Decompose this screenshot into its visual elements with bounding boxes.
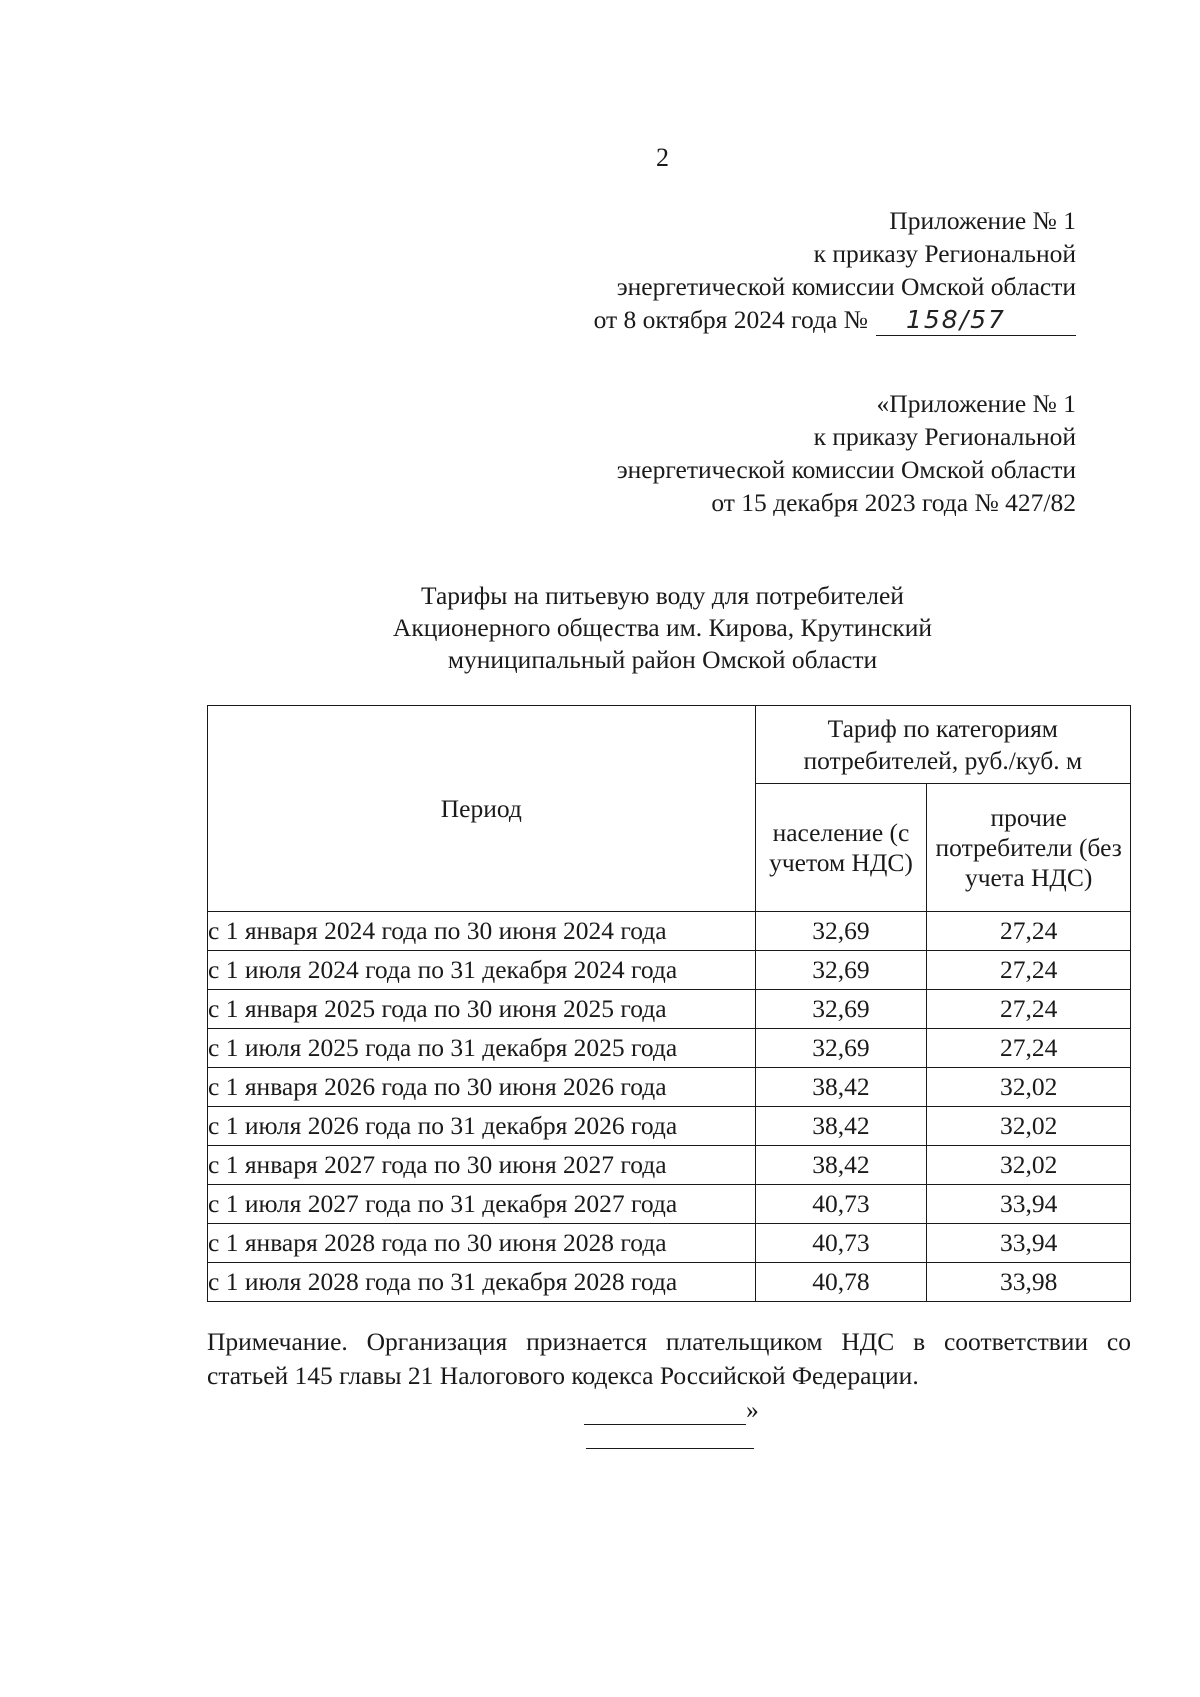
period-cell: с 1 июля 2025 года по 31 декабря 2025 года — [208, 1029, 756, 1068]
table-row — [208, 1107, 1131, 1146]
period-cell: с 1 января 2024 года по 30 июня 2024 года — [208, 912, 756, 951]
order-date-line — [594, 303, 1076, 336]
population-tariff-cell: 40,78 — [755, 1263, 927, 1302]
period-cell: с 1 июля 2028 года по 31 декабря 2028 года — [208, 1263, 756, 1302]
table-row — [208, 1068, 1131, 1107]
appendix-line: «Приложение № 1 — [876, 389, 1076, 418]
population-tariff-cell: 32,69 — [755, 951, 927, 990]
period-cell: с 1 июля 2027 года по 31 декабря 2027 года — [208, 1185, 756, 1224]
page-number: 2 — [656, 143, 669, 172]
appendix-line: к приказу Региональной — [813, 239, 1076, 268]
population-tariff-cell: 40,73 — [755, 1185, 927, 1224]
table-row — [208, 951, 1131, 990]
appendix-line: энергетической комиссии Омской области — [616, 272, 1076, 301]
period-cell: с 1 января 2027 года по 30 июня 2027 года — [208, 1146, 756, 1185]
appendix-line: энергетической комиссии Омской области — [616, 455, 1076, 484]
closing-rule — [584, 1396, 746, 1425]
population-tariff-cell: 32,69 — [755, 912, 927, 951]
table-row — [208, 990, 1131, 1029]
title-line: Акционерного общества им. Кирова, Крутинский — [392, 613, 933, 642]
title-line: муниципальный район Омской области — [447, 645, 878, 674]
population-tariff-cell: 32,69 — [755, 1029, 927, 1068]
appendix-line: от 15 декабря 2023 года № 427/82 — [711, 488, 1076, 517]
period-cell: с 1 июля 2024 года по 31 декабря 2024 года — [208, 951, 756, 990]
population-tariff-cell: 32,69 — [755, 990, 927, 1029]
period-cell: с 1 января 2026 года по 30 июня 2026 года — [208, 1068, 756, 1107]
closing-quote: » — [746, 1395, 759, 1424]
other-tariff-cell: 33,94 — [927, 1224, 1131, 1263]
handwritten-order-number: 158/57 — [876, 305, 1076, 336]
appendix-line: Приложение № 1 — [889, 206, 1076, 235]
other-tariff-cell: 27,24 — [927, 990, 1131, 1029]
table-row — [208, 1263, 1131, 1302]
other-tariff-cell: 32,02 — [927, 1107, 1131, 1146]
period-cell: с 1 июля 2026 года по 31 декабря 2026 года — [208, 1107, 756, 1146]
end-rule — [586, 1448, 754, 1449]
population-tariff-cell: 38,42 — [755, 1146, 927, 1185]
population-column-header: население (с учетом НДС) — [755, 784, 927, 912]
period-cell: с 1 января 2025 года по 30 июня 2025 года — [208, 990, 756, 1029]
other-tariff-cell: 33,98 — [927, 1263, 1131, 1302]
appendix-line: к приказу Региональной — [813, 422, 1076, 451]
appendix-header-new — [594, 204, 1076, 336]
other-tariff-cell: 27,24 — [927, 912, 1131, 951]
document-title — [200, 580, 1125, 676]
tariff-table — [207, 705, 1131, 1302]
other-tariff-cell: 27,24 — [927, 1029, 1131, 1068]
table-row — [208, 1185, 1131, 1224]
other-tariff-cell: 33,94 — [927, 1185, 1131, 1224]
table-row — [208, 912, 1131, 951]
other-tariff-cell: 32,02 — [927, 1146, 1131, 1185]
table-row — [208, 1224, 1131, 1263]
period-header: Период — [208, 706, 756, 912]
population-tariff-cell: 40,73 — [755, 1224, 927, 1263]
other-consumers-column-header: прочие потребители (без учета НДС) — [927, 784, 1131, 912]
title-line: Тарифы на питьевую воду для потребителей — [421, 581, 904, 610]
closing-mark — [584, 1395, 759, 1425]
appendix-header-old — [617, 387, 1076, 519]
table-row — [208, 1029, 1131, 1068]
tariff-group-header: Тариф по категориям потребителей, руб./куб. м — [755, 706, 1130, 784]
table-row — [208, 1146, 1131, 1185]
other-tariff-cell: 32,02 — [927, 1068, 1131, 1107]
note-paragraph: Примечание. Организация признается плательщиком НДС в соответствии со статьей 145 главы 21 Налогового кодекса Российской Федерации. — [207, 1327, 1131, 1390]
population-tariff-cell: 38,42 — [755, 1107, 927, 1146]
population-tariff-cell: 38,42 — [755, 1068, 927, 1107]
other-tariff-cell: 27,24 — [927, 951, 1131, 990]
period-cell: с 1 января 2028 года по 30 июня 2028 года — [208, 1224, 756, 1263]
order-date-prefix: от 8 октября 2024 года № — [593, 305, 868, 334]
